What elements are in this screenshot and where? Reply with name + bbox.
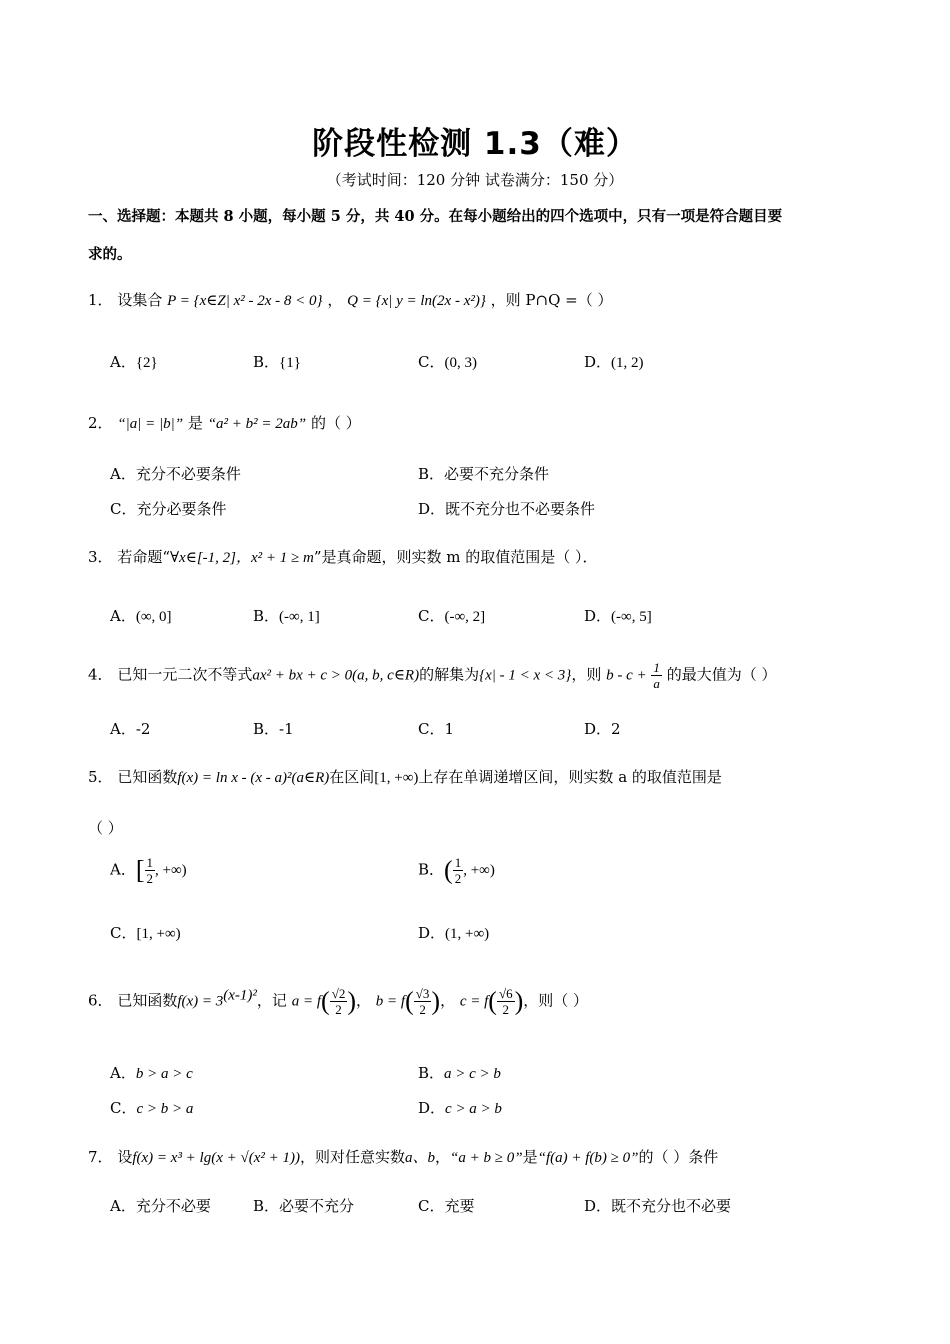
option-c <box>110 922 181 943</box>
option-text: 必要不充分 <box>279 1197 355 1215</box>
question-number: 1． <box>88 291 113 309</box>
option-label: B． <box>253 353 280 371</box>
option-a <box>110 718 150 739</box>
option-c <box>110 1097 193 1118</box>
option-expression: (-∞, 2] <box>444 609 486 625</box>
option-label: C． <box>418 607 445 625</box>
option-label: B． <box>253 1197 280 1215</box>
question-2 <box>88 412 361 433</box>
option-b <box>253 605 320 626</box>
option-label: D． <box>418 924 446 942</box>
option-label: A． <box>110 720 136 738</box>
fraction <box>414 986 432 1017</box>
question-number: 2． <box>88 414 113 432</box>
option-label: A． <box>110 607 136 625</box>
option-label: A． <box>110 465 136 483</box>
question-note: ，记 <box>256 991 287 1010</box>
proposition-expression: ∀x∈[-1, 2]，x² + 1 ≥ m <box>170 550 314 566</box>
question-stem-tail: ，则 P∩Q =（ ） <box>490 291 613 309</box>
option-text: 2 <box>611 720 621 738</box>
condition-1: “|a| = |b|” <box>117 416 184 432</box>
paren-open: ( <box>405 986 414 1016</box>
option-text: 充分必要条件 <box>136 500 227 518</box>
question-stem: 已知函数 <box>117 768 178 786</box>
option-a <box>110 605 172 626</box>
bracket-open: [ <box>135 855 145 885</box>
question-number: 7． <box>88 1148 113 1166</box>
paren-open: ( <box>488 986 497 1016</box>
option-label: C． <box>418 1197 445 1215</box>
separator: ， <box>435 1148 451 1166</box>
variables: a、b <box>405 1150 436 1166</box>
option-c <box>110 498 227 519</box>
fraction <box>453 855 464 886</box>
option-label: D． <box>584 353 612 371</box>
option-label: C． <box>110 1099 137 1117</box>
option-label: D． <box>418 1099 446 1117</box>
option-expression: (0, 3) <box>444 355 477 371</box>
fraction <box>651 660 662 691</box>
option-b <box>418 855 495 886</box>
section-header-line1: 一、选择题：本题共 8 小题，每小题 5 分，共 40 分。在每小题给出的四个选项中，只有一项是符合题目要 <box>88 208 783 225</box>
fraction-denominator: 2 <box>335 1002 342 1017</box>
option-text: 既不充分也不必要 <box>611 1197 732 1215</box>
option-text: 既不充分也不必要条件 <box>445 500 596 518</box>
question-stem: 设 <box>117 1148 133 1166</box>
option-label: C． <box>110 924 137 942</box>
fraction-numerator: 1 <box>454 855 462 870</box>
fraction-denominator: 2 <box>419 1002 426 1017</box>
condition-2: “f(a) + f(b) ≥ 0” <box>537 1150 639 1166</box>
condition-2: “a² + b² = 2ab” <box>207 416 307 432</box>
fraction-numerator: √2 <box>331 986 346 1001</box>
fraction <box>145 855 156 886</box>
page-title: 阶段性检测 1.3（难） <box>312 126 638 162</box>
fraction-denominator: 2 <box>502 1002 510 1017</box>
option-c <box>418 718 454 739</box>
function-expression: f(x) = 3 <box>177 993 224 1010</box>
question-7 <box>88 1146 718 1167</box>
option-b <box>253 718 294 739</box>
option-text: 充分不必要条件 <box>135 465 241 483</box>
option-expression: (1, +∞) <box>445 926 490 942</box>
option-label: C． <box>418 720 445 738</box>
option-label: A． <box>110 1197 136 1215</box>
option-b <box>253 351 301 372</box>
solution-set: {x| - 1 < x < 3} <box>479 667 572 684</box>
inequality-expression: ax² + bx + c > 0(a, b, c∈R) <box>252 667 420 684</box>
question-number: 3． <box>88 548 113 566</box>
option-label: D． <box>584 720 612 738</box>
option-b <box>418 1062 501 1083</box>
separator: ， <box>327 291 343 309</box>
option-d <box>584 351 644 372</box>
question-stem-mid: 在区间 <box>329 768 375 786</box>
option-expression: (1, 2) <box>611 355 644 371</box>
target-expression: b - c + <box>606 667 647 684</box>
option-text: 必要不充分条件 <box>444 465 550 483</box>
b-definition: b = f <box>375 993 406 1010</box>
option-text: -1 <box>279 720 294 738</box>
question-stem-tail: 的（ ） <box>310 414 361 432</box>
function-expression: f(x) = x³ + lg(x + √(x² + 1)) <box>132 1150 300 1166</box>
option-label: D． <box>584 1197 612 1215</box>
set-q-expression: Q = {x| y = ln(2x - x²)} <box>347 293 486 309</box>
option-d <box>418 1097 502 1118</box>
option-label: A． <box>110 860 136 879</box>
option-d <box>418 922 489 943</box>
question-6: 6． 已知函数$f(x) = 3^{(x-1)^2}$，记 a = f( $\frac{√2}{2}$ )， b = f( $\frac{√3}{2}$ )， c = f( $\frac{√6}{2}$ )，则（ ） <box>88 986 589 1017</box>
section-header-line2: 求的。 <box>88 246 132 263</box>
option-expression: (-∞, 5] <box>611 609 652 625</box>
question-stem-tail: 的（ ）条件 <box>638 1148 719 1166</box>
option-text: 充分不必要 <box>135 1197 211 1215</box>
paren-open: ( <box>321 986 330 1016</box>
option-c <box>418 1195 475 1216</box>
question-1 <box>88 289 612 310</box>
option-b <box>418 463 549 484</box>
a-definition: a = f <box>291 993 322 1010</box>
option-expression-rest: , +∞) <box>155 862 187 879</box>
option-label: B． <box>418 860 445 879</box>
option-label: A． <box>110 1064 136 1082</box>
question-stem-mid: ，则对任意实数 <box>300 1148 406 1166</box>
set-p-expression: P = {x∈Z| x² - 2x - 8 < 0} <box>167 293 323 309</box>
option-expression: a > c > b <box>444 1066 501 1082</box>
option-label: D． <box>584 607 612 625</box>
interval-expression: [1, +∞) <box>374 770 419 786</box>
question-stem-tail: 的最大值为（ ） <box>666 665 777 684</box>
condition-1: “a + b ≥ 0” <box>450 1150 523 1166</box>
fraction-numerator: √6 <box>498 986 513 1001</box>
paren-close: ) <box>514 986 524 1016</box>
option-label: C． <box>418 353 445 371</box>
question-number: 4． <box>88 665 113 684</box>
question-stem-tail: ”是真命题，则实数 m 的取值范围是（ ）． <box>313 548 598 566</box>
option-a <box>110 351 158 372</box>
answer-parentheses: （ ） <box>88 819 123 837</box>
question-stem: 若命题“ <box>117 548 170 566</box>
option-label: C． <box>110 500 137 518</box>
option-expression: b > a > c <box>135 1066 193 1082</box>
connector-word: 是 <box>187 414 203 432</box>
option-a <box>110 1195 211 1216</box>
option-a <box>110 855 187 886</box>
option-text: -2 <box>135 720 151 738</box>
fraction-denominator: 2 <box>454 871 462 886</box>
option-label: B． <box>418 1064 445 1082</box>
fraction <box>330 986 348 1017</box>
option-expression: (-∞, 1] <box>279 609 320 625</box>
question-stem-tail: ，则（ ） <box>523 991 589 1010</box>
option-c <box>418 351 477 372</box>
fraction-denominator: a <box>653 676 660 691</box>
option-a <box>110 463 241 484</box>
question-number: 6． <box>88 991 113 1010</box>
paren-close: ) <box>431 986 441 1016</box>
question-stem: 设集合 <box>117 291 163 309</box>
exam-subtitle: （考试时间：120 分钟 试卷满分：150 分） <box>326 171 624 189</box>
fraction <box>497 986 515 1017</box>
fraction-denominator: 2 <box>146 871 154 886</box>
bracket-open: ( <box>444 855 453 885</box>
question-3 <box>88 546 598 567</box>
function-expression: f(x) = ln x - (x - a)²(a∈R) <box>177 770 330 786</box>
option-a <box>110 1062 193 1083</box>
question-number: 5． <box>88 768 113 786</box>
option-label: B． <box>253 607 280 625</box>
paren-close: ) <box>347 986 356 1016</box>
option-label: D． <box>418 500 446 518</box>
option-expression: (∞, 0] <box>135 609 172 625</box>
option-d <box>584 605 652 626</box>
fraction-numerator: 1 <box>653 660 660 675</box>
fraction-numerator: √3 <box>415 986 430 1001</box>
connector-word: 是 <box>522 1148 538 1166</box>
option-b <box>253 1195 354 1216</box>
option-expression: c > b > a <box>136 1101 194 1117</box>
question-stem: 已知一元二次不等式 <box>117 665 253 684</box>
question-4 <box>88 660 776 691</box>
option-label: B． <box>418 465 445 483</box>
option-d <box>584 718 621 739</box>
option-d <box>418 498 595 519</box>
option-text: 1 <box>444 720 455 738</box>
option-label: B． <box>253 720 280 738</box>
question-5 <box>88 766 722 787</box>
question-stem-tail: 上存在单调递增区间，则实数 a 的取值范围是 <box>418 768 722 786</box>
question-stem-then: ，则 <box>571 665 602 684</box>
option-text: 充要 <box>444 1197 475 1215</box>
option-expression: c > a > b <box>445 1101 502 1117</box>
c-definition: c = f <box>459 993 489 1010</box>
option-d <box>584 1195 731 1216</box>
option-expression: {2} <box>135 355 158 371</box>
question-stem-mid: 的解集为 <box>419 665 480 684</box>
option-expression: [1, +∞) <box>136 926 181 942</box>
question-stem: 已知函数 <box>117 991 178 1010</box>
option-expression: {1} <box>279 355 301 371</box>
option-expression-rest: , +∞) <box>463 862 495 879</box>
function-exponent: (x-1)² <box>223 987 257 1004</box>
option-label: A． <box>110 353 136 371</box>
option-c <box>418 605 485 626</box>
fraction-numerator: 1 <box>146 855 154 870</box>
